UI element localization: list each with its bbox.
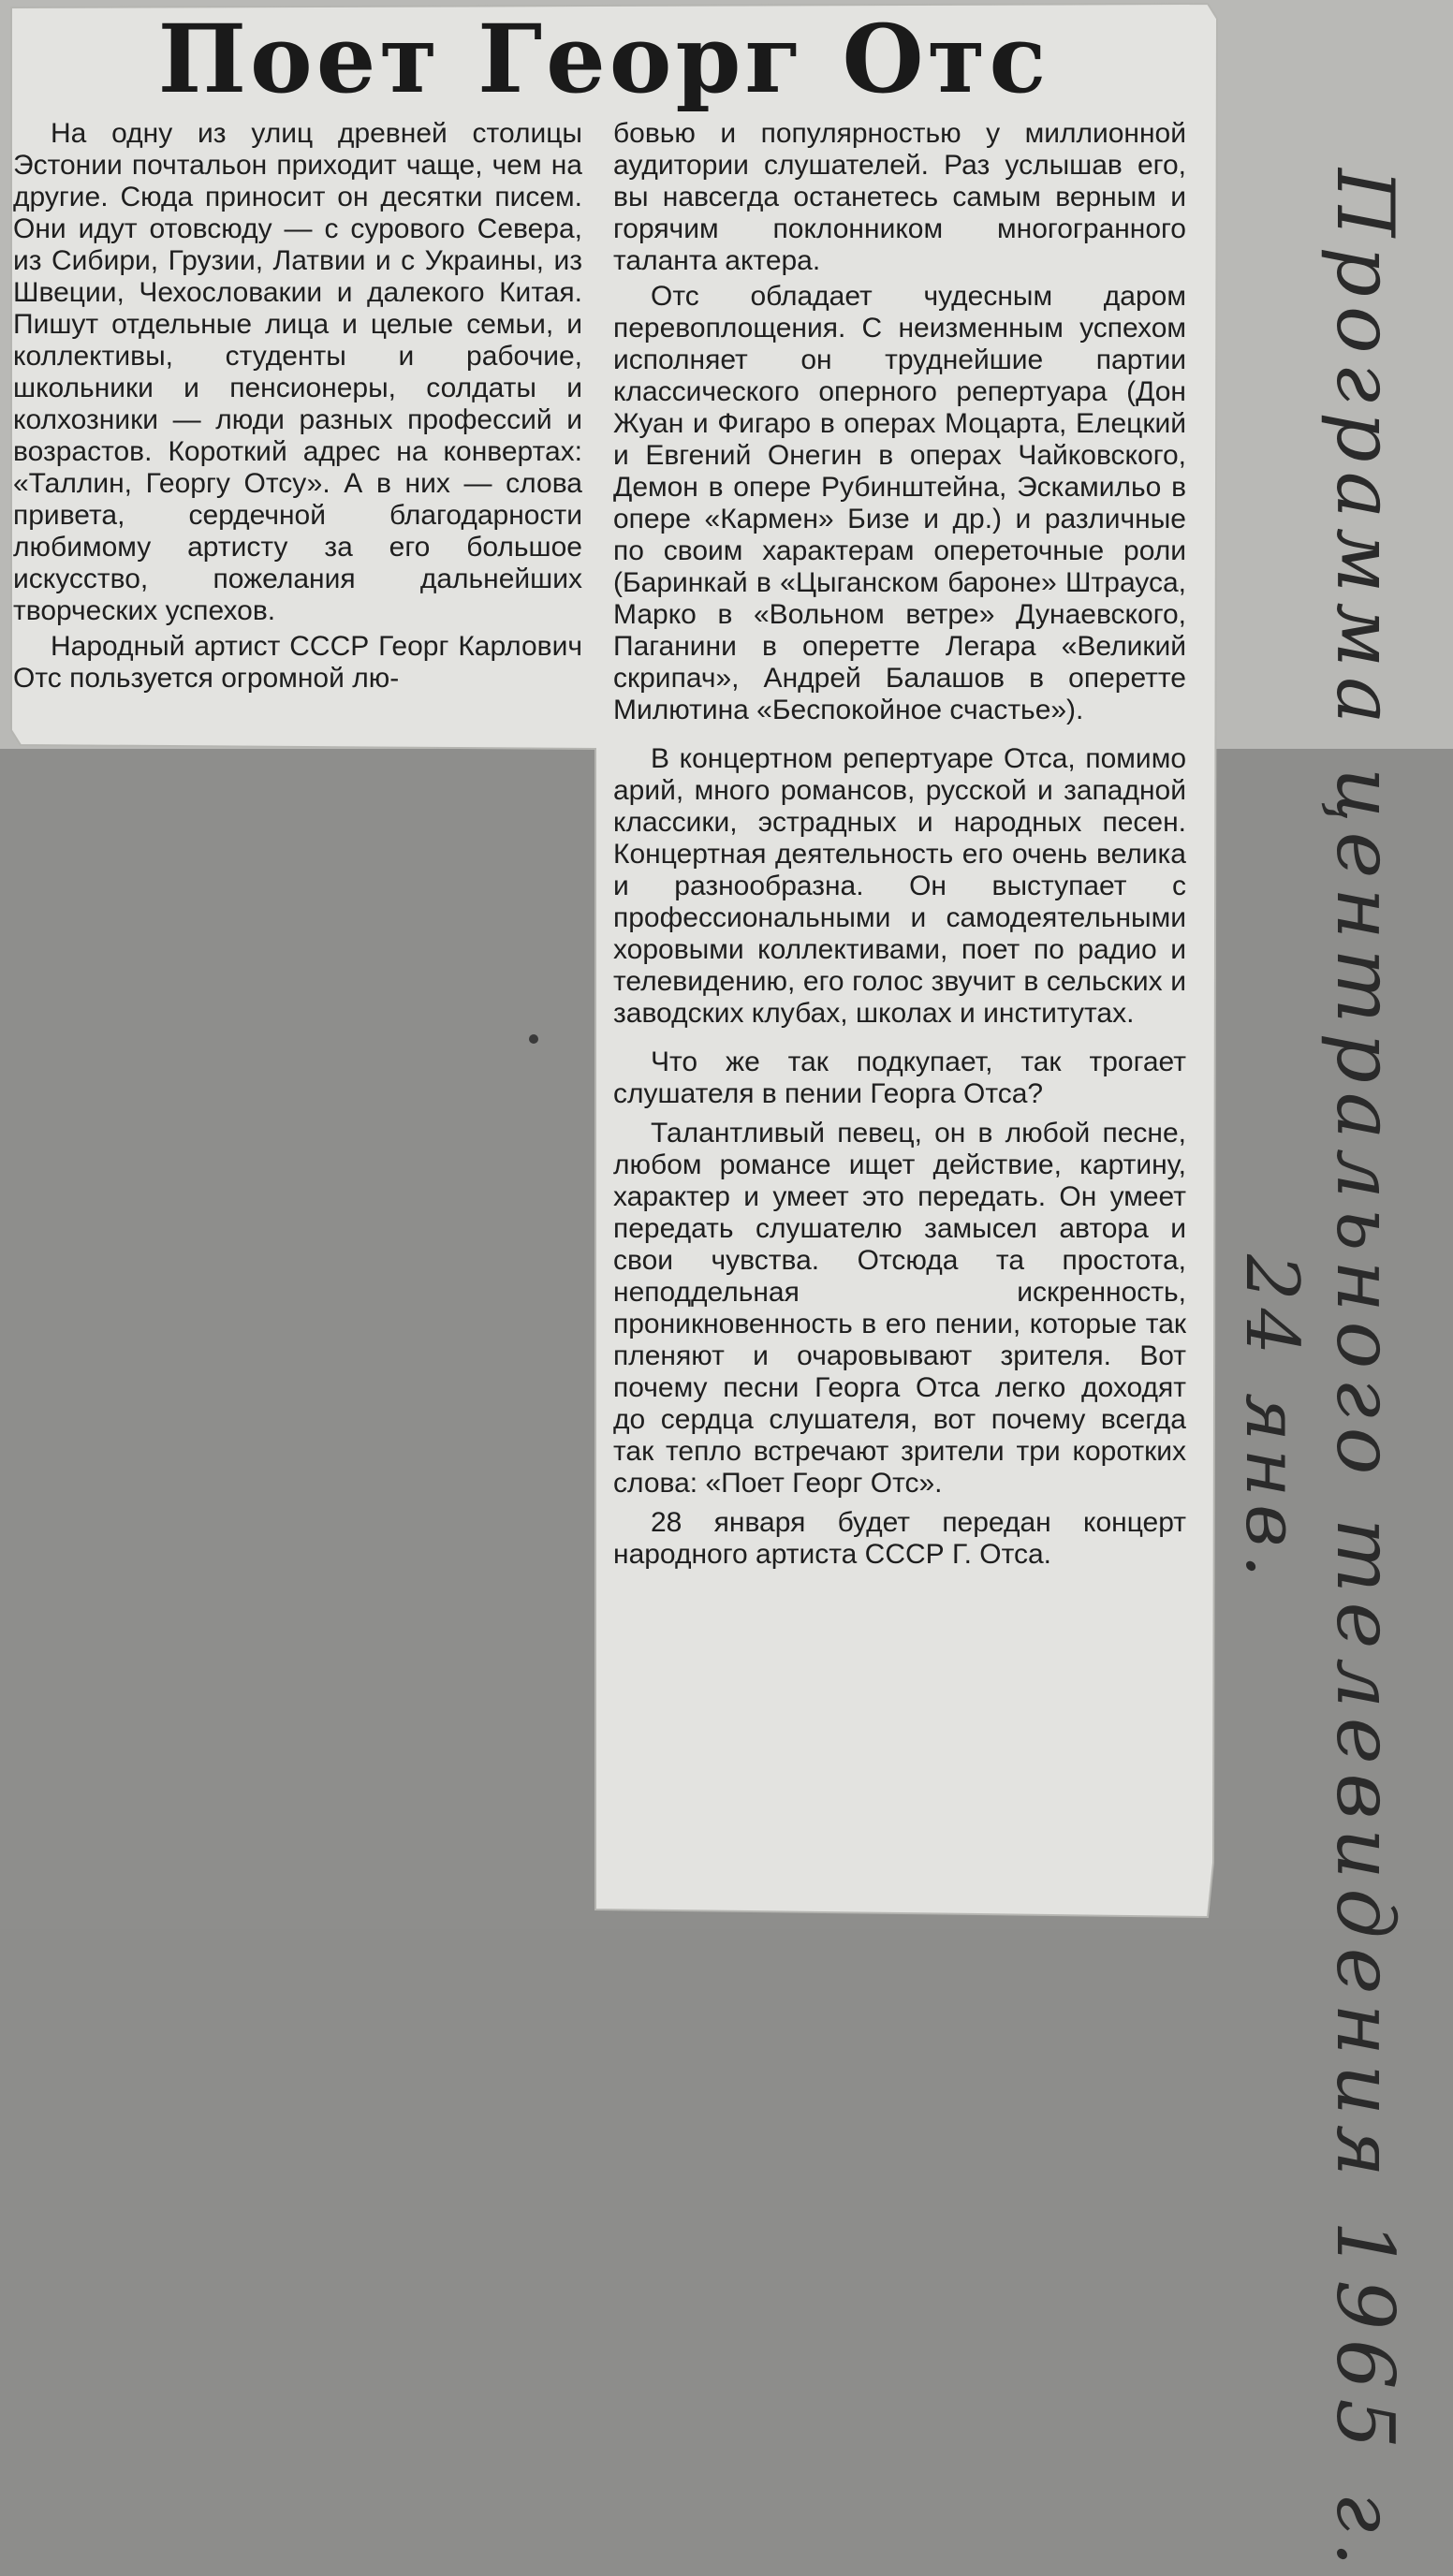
handwritten-source: Программа центрального телевидения 1965 г. [1319, 168, 1411, 2576]
paragraph: 28 января будет передан концерт народного артиста СССР Г. Отса. [613, 1507, 1186, 1570]
handwritten-annotation [1229, 168, 1416, 2576]
paragraph: Отс обладает чудесным даром перевоплощения. С неизменным успехом исполняет он труднейшие партии классического оперного репертуара (Дон Жуан и Фигаро в операх Моцарта, Елецкий и Евгений Онегин в операх Чайковского, Демон в опере Рубинштейна, Эскамильо в опере «Кармен» Бизе и др.) и различные по своим характерам опереточные роли (Баринкай в «Цыганском бароне» Штрауса, Марко в «Вольном ветре» Дунаевского, Паганини в оперетте Легара «Великий скрипач», Андрей Балашов в оперетте Милютина «Беспокойное счастье»). [613, 281, 1186, 725]
article-headline: Поет Георг Отс [157, 4, 1050, 114]
paragraph: Что же так подкупает, так трогает слушателя в пении Георга Отса? [613, 1046, 1186, 1109]
handwritten-date: 24 янв. [1229, 1254, 1314, 1586]
article-column-left [13, 118, 582, 698]
paragraph: Народный артист СССР Георг Карлович Отс пользуется огромной лю- [13, 631, 582, 694]
paragraph: Талантливый певец, он в любой песне, любом романсе ищет действие, картину, характер и умеет это передать. Он умеет передать слушателю замысел автора и свои чувства. Отсюда та простота, неподдельная искренность, проникновенность в его пении, которые так пленяют и очаровывают зрителя. Вот почему песни Георга Отса легко доходят до сердца слушателя, вот почему всегда так тепло встречают зрители три коротких слова: «Поет Георг Отс». [613, 1118, 1186, 1499]
paragraph: На одну из улиц древней столицы Эстонии почтальон приходит чаще, чем на другие. Сюда приносит он десятки писем. Они идут отовсюду — с сурового Севера, из Сибири, Грузии, Латвии и с Украины, из Швеции, Чехословакии и далекого Китая. Пишут отдельные лица и целые семьи, и коллективы, студенты и рабочие, школьники и пенсионеры, солдаты и колхозники — люди разных профессий и возрастов. Короткий адрес на конвертах: «Таллин, Георгу Отсу». А в них — слова привета, сердечной благодарности любимому артисту за его большое искусство, пожелания дальнейших творческих успехов. [13, 118, 582, 626]
paragraph: бовью и популярностью у миллионной аудитории слушателей. Раз услышав его, вы навсегда останетесь самым верным и горячим поклонником многогранного таланта актера. [613, 118, 1186, 276]
paragraph: В концертном репертуаре Отса, помимо арий, много романсов, русской и западной классики, эстрадных и народных песен. Концертная деятельность его очень велика и разнообразна. Он выступает с профессиональными и самодеятельными хоровыми коллективами, поет по радио и телевидению, его голос звучит в сельских и заводских клубах, школах и институтах. [613, 743, 1186, 1029]
article-column-right [613, 118, 1186, 1574]
ink-blot [529, 1034, 538, 1044]
